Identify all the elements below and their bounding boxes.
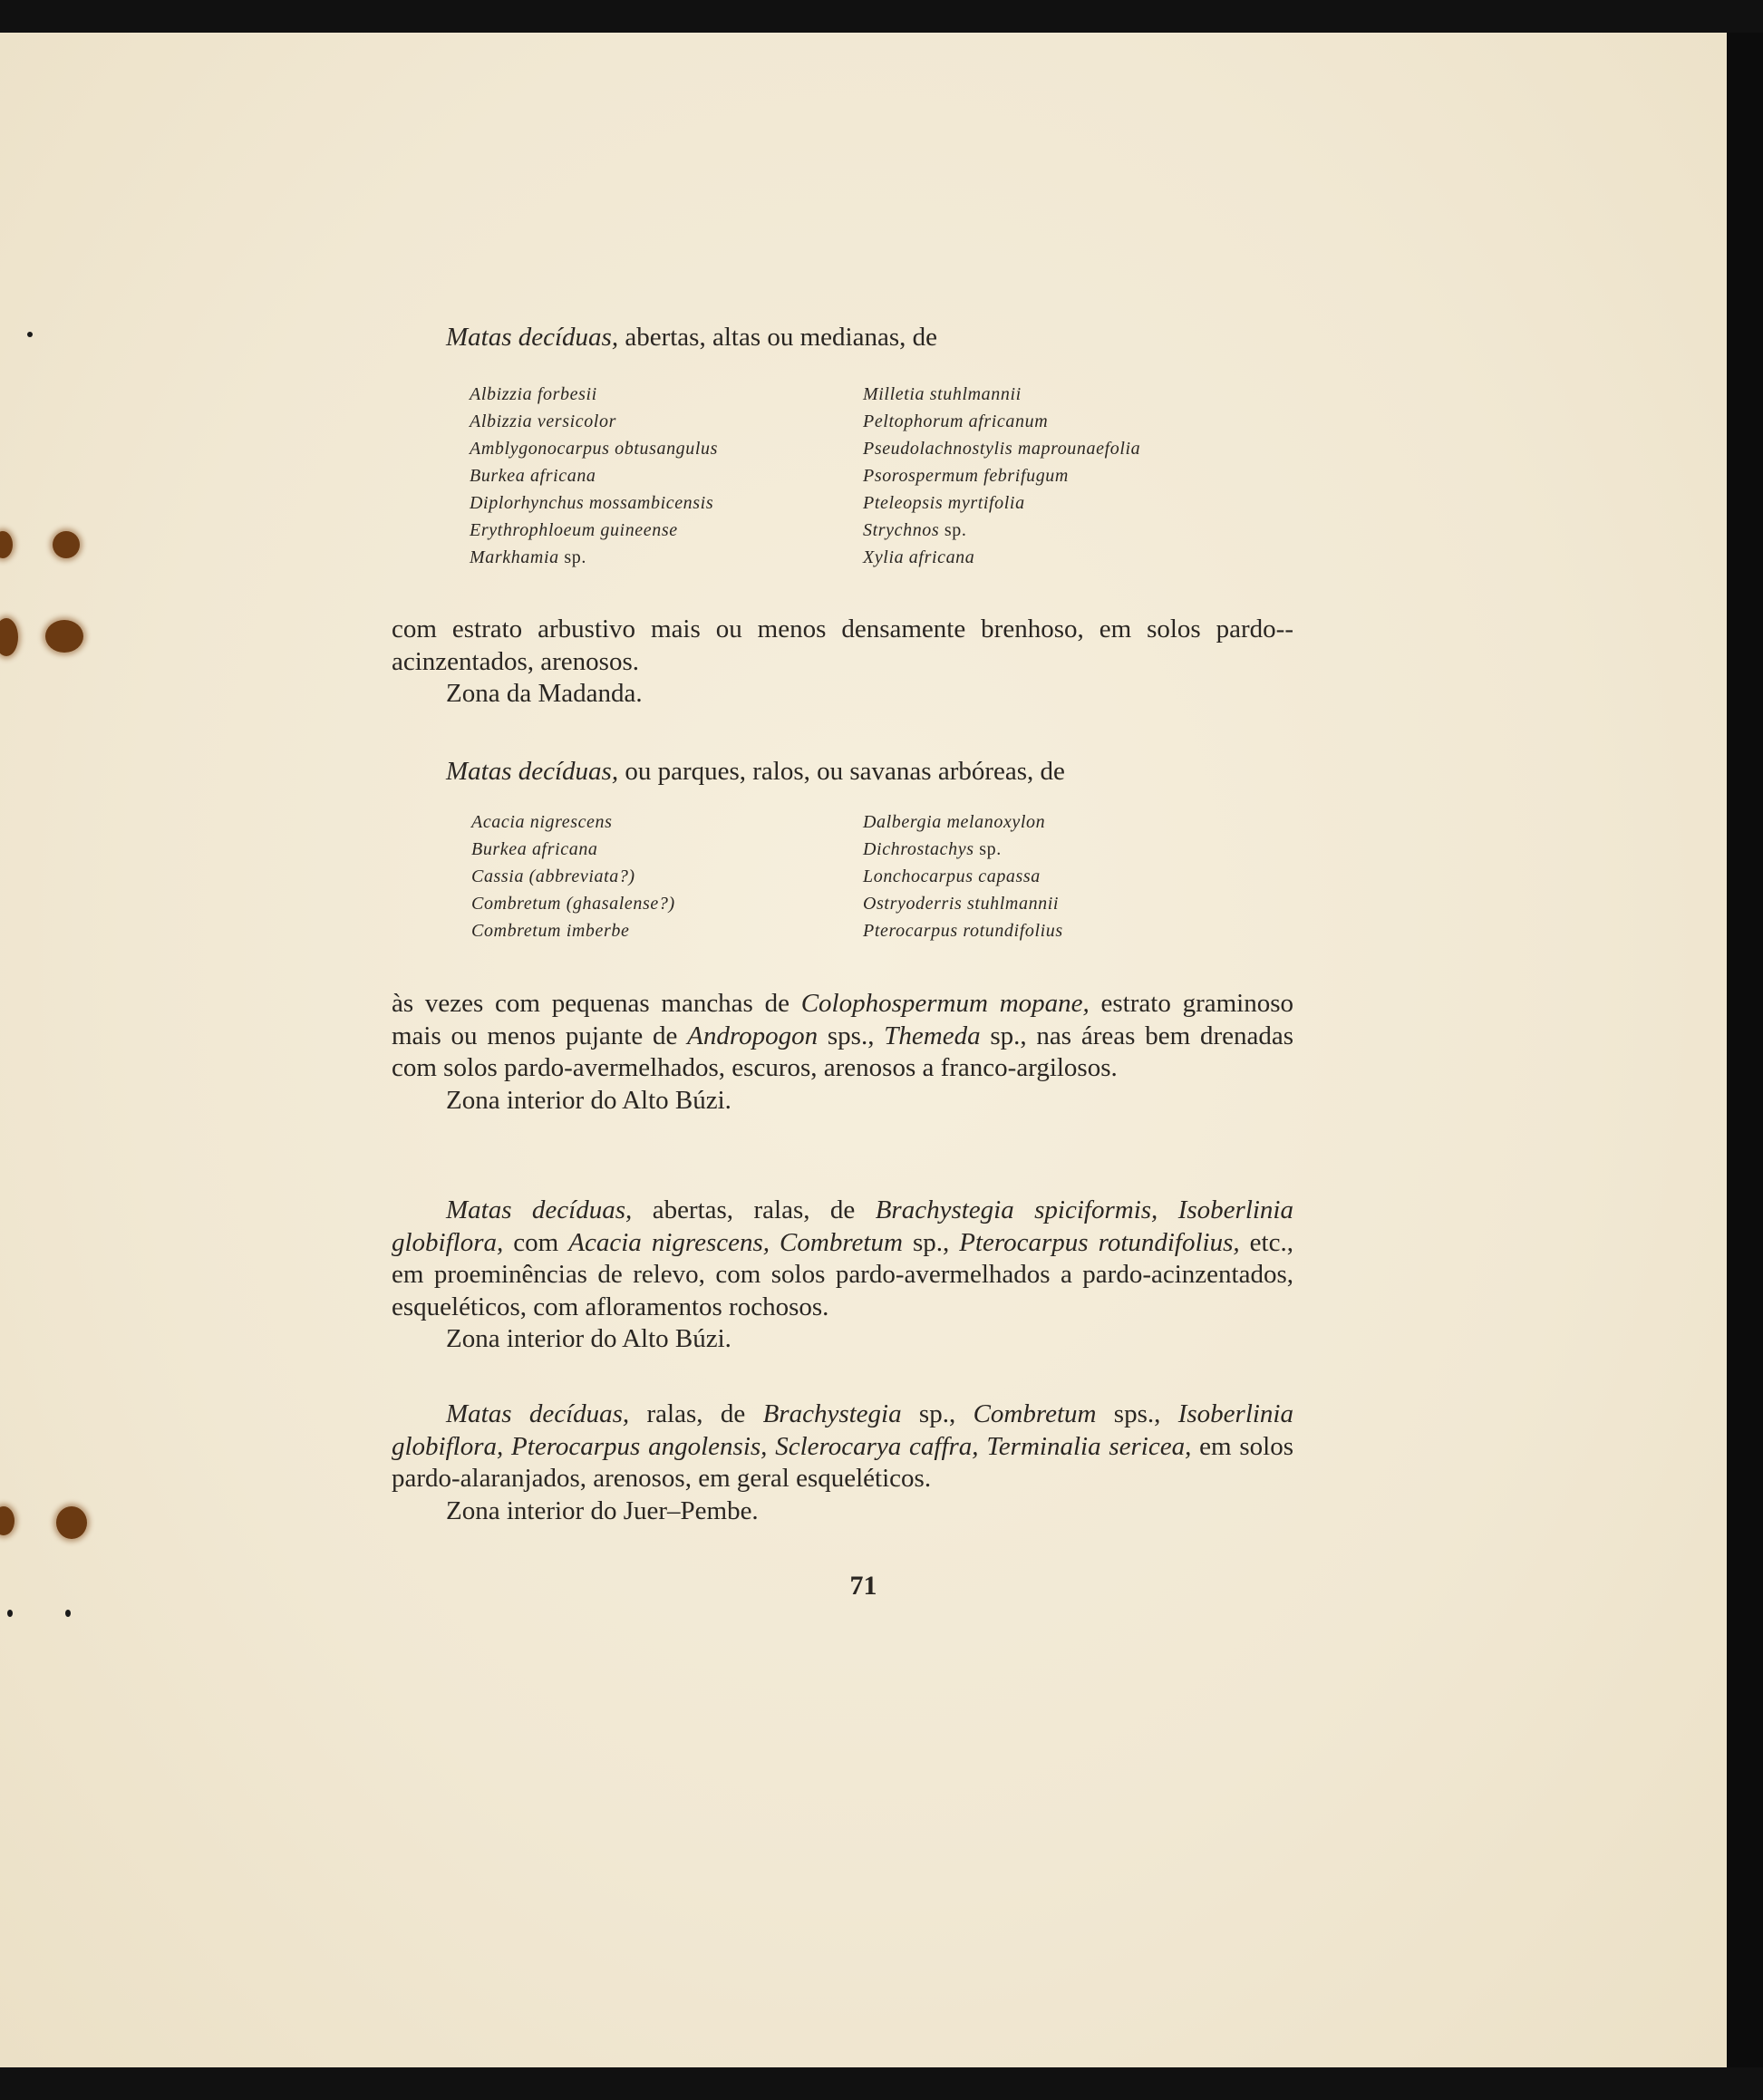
species-item: Erythrophloeum guineense	[470, 520, 678, 540]
scan-border	[1727, 33, 1763, 2067]
species-list-right	[863, 381, 1140, 571]
species-item: Markhamia sp.	[470, 547, 586, 567]
species-item: Albizzia forbesii	[470, 384, 597, 404]
species-list-right	[863, 808, 1063, 944]
paragraph: Matas decíduas, ralas, de Brachystegia sp., Combretum sps., Isoberlinia globiflora, Pterocarpus angolensis, Sclerocarya caffra, Terminalia sericea, em solos pardo-alaranjados, arenosos, em geral esqueléticos.	[392, 1399, 1293, 1494]
binder-hole-stain	[53, 531, 80, 558]
species-item: Milletia stuhlmannii	[863, 384, 1022, 404]
species-item: Diplorhynchus mossambicensis	[470, 493, 714, 513]
species-item: Amblygonocarpus obtusangulus	[470, 439, 719, 459]
section-2-body	[392, 988, 1293, 1117]
species-item: Cassia (abbreviata?)	[471, 866, 635, 886]
species-item: Dichrostachys sp.	[863, 839, 1002, 859]
species-item: Burkea africana	[470, 466, 596, 486]
zone-label: Zona interior do Juer–Pembe.	[446, 1495, 759, 1525]
binder-hole-stain	[56, 1506, 87, 1539]
species-item: Ostryoderris stuhlmannii	[863, 894, 1060, 914]
species-item: Dalbergia melanoxylon	[863, 812, 1046, 832]
species-item: Peltophorum africanum	[863, 411, 1049, 431]
paragraph: às vezes com pequenas manchas de Colophospermum mopane, estrato graminoso mais ou menos pujante de Andropogon sps., Themeda sp., nas áreas bem drenadas com solos pardo-avermelhados, escuros, arenosos a franco-argilosos.	[392, 989, 1293, 1083]
scan-speck	[27, 332, 33, 337]
species-list-left	[471, 808, 675, 944]
scan-speck	[7, 1610, 13, 1617]
zone-label: Zona da Madanda.	[446, 679, 643, 709]
species-item: Burkea africana	[471, 839, 598, 859]
species-item: Combretum (ghasalense?)	[471, 894, 675, 914]
species-item: Combretum imberbe	[471, 921, 630, 941]
species-item: Psorospermum febrifugum	[863, 466, 1069, 486]
page-number: 71	[849, 1571, 877, 1601]
section-intro: Matas decíduas, ou parques, ralos, ou savanas arbóreas, de	[446, 757, 1065, 786]
species-item: Xylia africana	[863, 547, 975, 567]
binder-hole-stain	[45, 620, 83, 653]
section-3	[392, 1195, 1293, 1356]
species-item: Pseudolachnostylis maprounaefolia	[863, 439, 1141, 459]
section-intro: Matas decíduas, abertas, altas ou medianas, de	[446, 323, 937, 352]
zone-label: Zona interior do Alto Búzi.	[446, 1085, 731, 1115]
paragraph: com estrato arbustivo mais ou menos densamente brenhoso, em solos pardo--acinzentados, arenosos.	[392, 615, 1293, 676]
section-2	[392, 755, 1293, 788]
scan-speck	[65, 1610, 71, 1617]
species-item: Albizzia versicolor	[470, 411, 616, 431]
species-item: Strychnos sp.	[863, 520, 967, 540]
paragraph: Matas decíduas, abertas, ralas, de Brachystegia spiciformis, Isoberlinia globiflora, com Acacia nigrescens, Combretum sp., Pterocarpus rotundifolius, etc., em proeminências de relevo, com solos pardo-avermelhados a pardo-acinzentados, esqueléticos, com afloramentos rochosos.	[392, 1195, 1293, 1321]
section-1-body	[392, 614, 1293, 711]
species-item: Acacia nigrescens	[471, 812, 613, 832]
zone-label: Zona interior do Alto Búzi.	[446, 1324, 731, 1354]
species-list-left	[470, 381, 718, 571]
section-1	[392, 321, 1293, 353]
section-4	[392, 1398, 1293, 1527]
species-item: Pterocarpus rotundifolius	[863, 921, 1063, 941]
species-item: Pteleopsis myrtifolia	[863, 493, 1025, 513]
species-item: Lonchocarpus capassa	[863, 866, 1041, 886]
